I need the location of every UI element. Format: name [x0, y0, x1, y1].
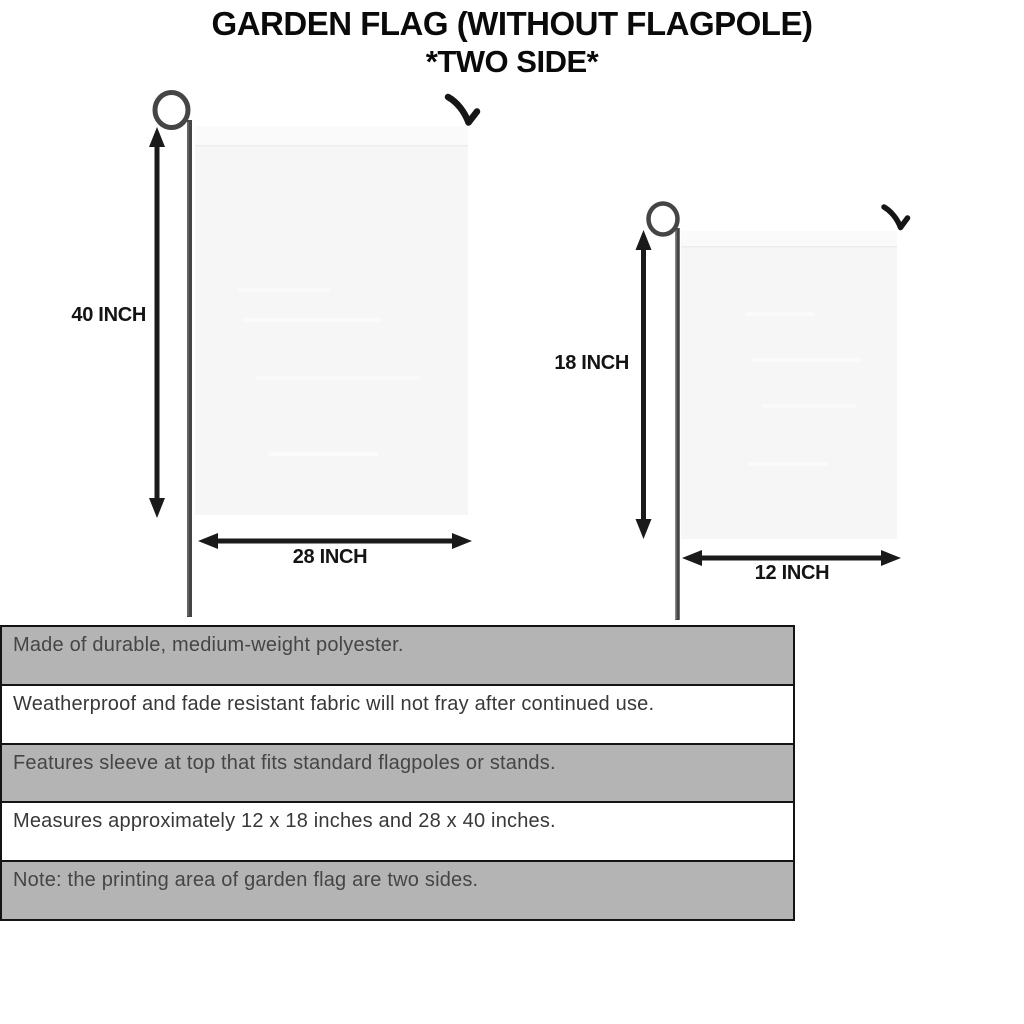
small-flag-hanger-hook	[884, 207, 908, 228]
small-flag-height-arrow	[636, 230, 652, 539]
small-flag-pole-loop	[649, 204, 678, 235]
large-flag-height-arrow	[149, 127, 165, 518]
large-flag-width-label: 28 INCH	[292, 546, 368, 568]
small-flag-group	[636, 204, 908, 621]
feature-row-material	[2, 627, 793, 684]
large-flag-hanger-hook	[448, 97, 477, 123]
page-subtitle: *TWO SIDE*	[425, 44, 599, 79]
feature-row-weatherproof	[2, 684, 793, 743]
large-flag-sleeve	[195, 126, 468, 146]
large-flag-sleeve-seam	[195, 145, 468, 147]
feature-text: Made of durable, medium-weight polyester.	[13, 634, 404, 656]
feature-text: Note: the printing area of garden flag are two sides.	[13, 869, 479, 892]
large-flag-height-label: 40 INCH	[71, 304, 146, 326]
feature-row-note	[2, 860, 793, 919]
small-flag-sleeve	[681, 231, 897, 247]
feature-row-measures	[2, 801, 793, 860]
small-flag-height-label: 18 INCH	[554, 352, 629, 374]
feature-table	[0, 625, 795, 921]
feature-text: Weatherproof and fade resistant fabric will not fray after continued use.	[13, 692, 655, 715]
small-flag-width-label: 12 INCH	[754, 562, 830, 584]
page-title: GARDEN FLAG (WITHOUT FLAGPOLE)	[211, 5, 813, 42]
small-flag-sleeve-seam	[681, 246, 897, 248]
feature-text: Measures approximately 12 x 18 inches and 28 x 40 inches.	[13, 810, 556, 833]
feature-row-sleeve	[2, 743, 793, 802]
feature-text: Features sleeve at top that fits standard flagpoles or stands.	[13, 751, 556, 774]
large-flag-pole-loop	[155, 93, 188, 128]
small-flag-canvas	[681, 231, 897, 539]
large-flag-group	[149, 93, 477, 618]
